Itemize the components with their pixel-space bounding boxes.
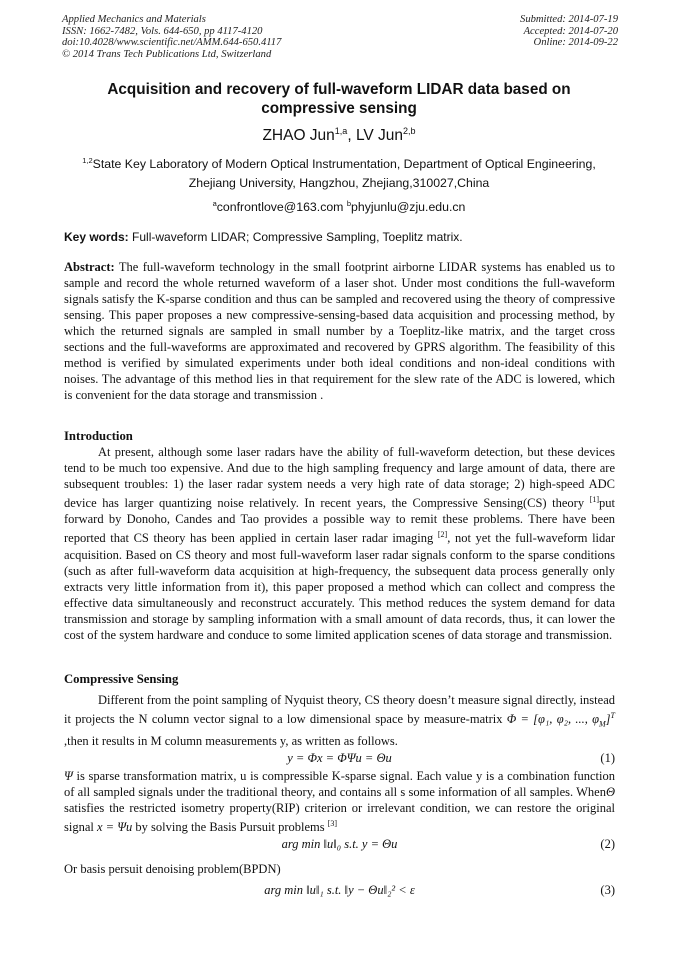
equation-3-number: (3) bbox=[600, 883, 615, 897]
introduction-paragraph: At present, although some laser radars have the ability of full-waveform detection, but these devices tend to be much too expensive. And due to the high sampling frequency and large amount of data, there are subsequent troubles: 1) the laser radar system needs a very high rate of data storage; 2) high-speed ADC device has larger quantizing noise relatively. In recent years, the Compressive Sensing(CS) theory [1]put forward by Donoho, Candes and Tao provides a possible way to remit these problems. There have been reported that CS theory has been applied in certain laser radar imaging [2], not yet the full-waveform lidar acquisition. Based on CS theory and most full-waveform laser radar signals conform to the sparse conditions (such as after full-waveform data acquisition at high-frequency, the subsequent data process generally only extracts very little information from it), this paper proposed a method which can collect and compress the effective data simultaneously and reconstruct accurately. This method reduces the system demand for data transmission and storage by sampling information with a small amount of data records, thus, it can lower the cost of the system hardware and conduce to some limited application scenes of data storage and transmission. bbox=[64, 445, 615, 642]
citation-2[interactable]: [2] bbox=[437, 530, 448, 540]
equation-3 bbox=[64, 882, 615, 899]
keywords bbox=[64, 229, 616, 245]
affiliation-line-2: Zhejiang University, Hangzhou, Zhejiang,310027,China bbox=[188, 175, 490, 190]
submitted-date: Submitted: 2014-07-19 bbox=[520, 14, 618, 25]
cs-paragraph-1: Different from the point sampling of Nyquist theory, CS theory doesn’t measure signal directly, instead it projects the N column vector signal to a low dimensional space by measure-matrix Φ = [φ₁, φ₂, ..., $\varphi_M]^T$ ,then it results in M column measurements y, as written as follows. bbox=[64, 693, 615, 748]
psi-symbol: Ψ bbox=[64, 769, 73, 783]
online-date: Online: 2014-09-22 bbox=[533, 37, 618, 49]
email-a-link[interactable]: confrontlove@163.com bbox=[216, 200, 344, 215]
inline-formula-x: x = Ψu bbox=[96, 820, 133, 835]
email-b-link[interactable]: phyjunlu@zju.edu.cn bbox=[351, 200, 466, 215]
affiliation bbox=[60, 152, 618, 192]
keywords-text: Full-waveform LIDAR; Compressive Sampling, Toeplitz matrix. bbox=[128, 230, 463, 244]
journal-name: Applied Mechanics and Materials bbox=[62, 14, 206, 25]
citation-1[interactable]: [1] bbox=[589, 495, 600, 505]
equation-1-number: (1) bbox=[600, 751, 615, 765]
affiliation-sup: 1,2 bbox=[82, 156, 93, 165]
abstract-label: Abstract: bbox=[64, 260, 115, 274]
author-2: LV Jun bbox=[355, 127, 404, 145]
author-emails: $^a$confrontlove@163.com $^b$phyjunlu@zju.edu.cn bbox=[212, 199, 466, 215]
abstract-text: The full-waveform technology in the small footprint airborne LIDAR systems has enabled us to sample and record the whole returned waveform of a laser shot. Under most conditions the full-waveform signals satisfy the K-sparse condition and thus can be sampled and recovered using the theory of compressive sensing. This paper proposes a new compressive-sensing-based data acquisition and processing method, by which the returned signals are sampled in small number by a Toeplitz-like matrix, and the target cross sections and the full-waveforms are approximated and recovered by GPRS algorithm. The feasibility of this method is verified by simulated experiments under both ideal conditions and non-ideal conditions with noises. The advantage of this method lies in that requirement for the slew rate of the ADC is lowered, which is convenient for the data storage and transmission . bbox=[64, 260, 615, 403]
author-2-affil: 2,b bbox=[403, 126, 416, 136]
issn-line: ISSN: 1662-7482, Vols. 644-650, pp 4117-4120 bbox=[62, 25, 263, 37]
equation-3-formula: arg min ‖u‖₁ s.t. ‖y − Θu‖₂² < ε bbox=[264, 883, 415, 897]
cs-paragraph-2: Ψ is sparse transformation matrix, u is compressible K-sparse signal. Each value y is a combination function of all sampled signals under the traditional theory, and contains all s some information of all samples. WhenΘ satisfies the restricted isometry property(RIP) criterion or irrelevant condition, we can restore the original signal x = Ψu by solving the Basis Pursuit problems [3] bbox=[64, 769, 615, 835]
equation-2-formula: arg min ‖u‖₀ s.t. y = Θu bbox=[281, 837, 398, 851]
theta-symbol: Θ bbox=[605, 785, 615, 800]
author-1-affil: 1,a bbox=[334, 126, 348, 136]
copyright-line: © 2014 Trans Tech Publications Ltd, Switzerland bbox=[62, 48, 272, 60]
equation-2-number: (2) bbox=[600, 837, 615, 851]
author-1: ZHAO Jun bbox=[262, 127, 335, 145]
equation-1-formula: y = Φx = ΦΨu = Θu bbox=[287, 751, 392, 765]
publication-header bbox=[62, 14, 281, 60]
author-separator: , bbox=[347, 127, 356, 145]
citation-3[interactable]: [3] bbox=[327, 819, 338, 829]
doi-line: doi:10.4028/www.scientific.net/AMM.644-650.4117 bbox=[62, 37, 282, 49]
cs-paragraph-3: Or basis persuit denoising problem(BPDN) bbox=[64, 862, 281, 876]
introduction-heading: Introduction bbox=[64, 429, 133, 443]
affiliation-line-1: $^{1,2}$State Key Laboratory of Modern Optical Instrumentation, Department of Optical Engineering, bbox=[82, 156, 596, 172]
title-line-1: Acquisition and recovery of full-waveform LIDAR data based on bbox=[107, 81, 571, 98]
equation-2 bbox=[64, 836, 615, 853]
paper-title bbox=[60, 80, 618, 118]
abstract-paragraph bbox=[64, 259, 615, 403]
measure-matrix-formula: Φ = [φ₁, φ₂, ..., $\varphi_M]^T$ bbox=[506, 711, 615, 729]
publication-dates bbox=[520, 14, 618, 49]
equation-1 bbox=[64, 750, 615, 767]
title-line-2: compressive sensing bbox=[261, 100, 417, 117]
compressive-sensing-heading: Compressive Sensing bbox=[64, 672, 179, 686]
accepted-date: Accepted: 2014-07-20 bbox=[523, 25, 618, 37]
keywords-label: Key words: bbox=[64, 230, 129, 244]
author-list bbox=[60, 121, 618, 146]
